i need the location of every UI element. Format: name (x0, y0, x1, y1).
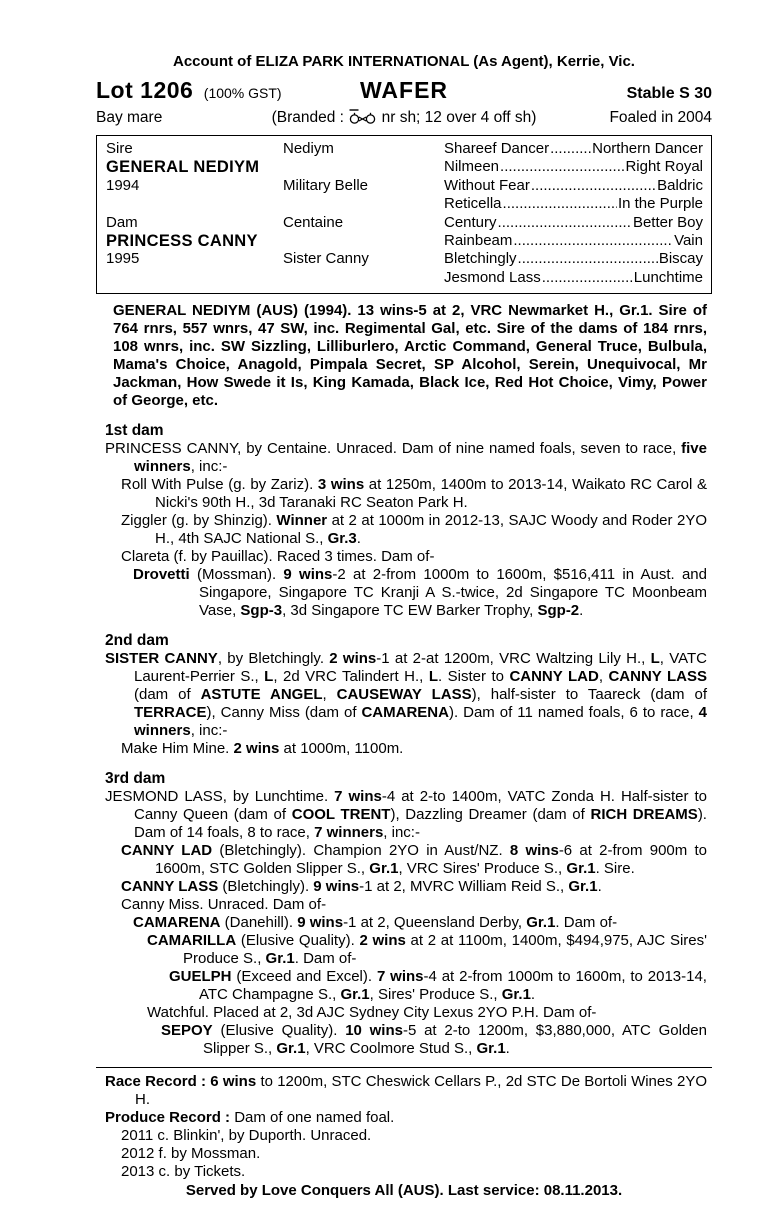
foaled-year: Foaled in 2004 (609, 109, 713, 126)
title-row (96, 77, 712, 104)
info-row (96, 108, 712, 128)
ancestor-row (444, 250, 703, 268)
lot-number: Lot 1206 (96, 77, 194, 103)
pedigree-paragraph: Canny Miss. Unraced. Dam of- (121, 896, 327, 914)
dot-leader (498, 214, 632, 232)
dam-section (105, 631, 707, 758)
ancestor-sire: Nilmeen (444, 158, 500, 176)
colour-sex: Bay mare (96, 109, 163, 126)
horse-name: WAFER (359, 77, 449, 103)
ancestor-dam: In the Purple (617, 195, 703, 213)
account-line: Account of ELIZA PARK INTERNATIONAL (As Agent), Kerrie, Vic. (173, 53, 635, 70)
pedigree-paragraph: 2013 c. by Tickets. (121, 1163, 246, 1181)
served-line: Served by Love Conquers All (AUS). Last service: 08.11.2013. (185, 1182, 623, 1200)
ancestor-dam: Vain (674, 231, 703, 249)
dam-name: PRINCESS CANNY (106, 231, 258, 250)
pedigree-paragraph: GUELPH (Exceed and Excel). 7 wins-4 at 2-from 1000m to 1600m, to 2013-14, ATC Champagne S., Gr.1, Sires' Produce S., Gr.1. (169, 968, 707, 1004)
stable-number: Stable S 30 (626, 85, 712, 102)
pedigree-paragraph: SISTER CANNY, by Bletchingly. 2 wins-1 at 2-at 1200m, VRC Waltzing Lily H., L, VATC Laurent-Perrier S., L, 2d VRC Talindert H., L. Sister to CANNY LAD, CANNY LASS (dam of ASTUTE ANGEL, CAUSEWAY LASS), half-sister to Taareck (dam of TERRACE), Canny Miss (dam of CAMARENA). Dam of 11 named foals, 6 to race, 4 winners, inc:- (105, 650, 707, 740)
pedigree-paragraph: CANNY LASS (Bletchingly). 9 wins-1 at 2, MVRC William Reid S., Gr.1. (121, 878, 602, 896)
pedigree-paragraph: Roll With Pulse (g. by Zariz). 3 wins at 1250m, 1400m to 2013-14, Waikato RC Carol & Nicki's 90th H., 3d Taranaki RC Seaton Park H. (121, 476, 707, 512)
ancestor-dam: Northern Dancer (592, 140, 703, 157)
pedigree-paragraph: SEPOY (Elusive Quality). 10 wins-5 at 2-to 1200m, $3,880,000, ATC Golden Slipper S., Gr.1, VRC Coolmore Stud S., Gr.1. (161, 1022, 707, 1058)
ancestor-dam: Baldric (657, 176, 703, 194)
section-heading: 3rd dam (105, 770, 166, 788)
ancestor-dam: Right Royal (625, 158, 703, 176)
dot-leader (531, 177, 656, 195)
dot-leader (513, 232, 673, 250)
pedigree-paragraph: Make Him Mine. 2 wins at 1000m, 1100m. (121, 740, 404, 758)
sire-summary: GENERAL NEDIYM (AUS) (1994). 13 wins-5 at 2, VRC Newmarket H., Gr.1. Sire of 764 rnrs, 557 wnrs, 47 SW, inc. Regimental Gal, etc. Sire of the dams of 184 rnrs, 108 wnrs, inc. SW Sizzling, Lilliburlero, Arctic Command, General Truce, Bulbula, Mama's Choice, Anagold, Pimpala Secret, SP Alcohol, Serein, Unequivocal, Mr Jackman, How Swede it Is, King Kamada, Black Ice, Red Hot Choice, Vimy, Power of George, etc. (113, 302, 707, 410)
ancestor-row (444, 158, 703, 176)
pedigree-paragraph: PRINCESS CANNY, by Centaine. Unraced. Dam of nine named foals, seven to race, five winners, inc:- (105, 440, 707, 476)
dot-leader (518, 250, 658, 268)
pedigree-greatgrandparents-column (444, 140, 703, 287)
catalog-page (96, 0, 712, 1200)
ancestor-row (444, 177, 703, 195)
pedigree-parents-column (106, 140, 283, 287)
ancestor-sire: Reticella (444, 195, 502, 213)
dot-leader (500, 158, 624, 176)
ancestor-dam: Lunchtime (633, 268, 703, 286)
ancestor-sire: Shareef Dancer (444, 140, 550, 157)
dam-section (105, 421, 707, 620)
ancestor-row (444, 140, 703, 158)
brand-mark-icon (348, 109, 377, 126)
ancestor-sire: Jesmond Lass (444, 268, 541, 286)
dam-sections (105, 421, 707, 1058)
ancestor-row (444, 232, 703, 250)
sire-label: Sire (106, 140, 133, 157)
ancestor-dam: Better Boy (632, 213, 703, 231)
ancestor-sire: Bletchingly (444, 250, 517, 268)
ancestor-sire: Without Fear (444, 176, 530, 194)
dot-leader (550, 140, 591, 158)
grandparent-name: Sister Canny (283, 250, 369, 268)
grandparent-name: Military Belle (283, 176, 369, 194)
pedigree-paragraph: CANNY LAD (Bletchingly). Champion 2YO in Aust/NZ. 8 wins-6 at 2-from 900m to 1600m, STC Golden Slipper S., Gr.1, VRC Sires' Produce S., Gr.1. Sire. (121, 842, 708, 878)
brand-suffix: nr sh; 12 over 4 off sh) (377, 109, 537, 126)
sire-year: 1994 (106, 176, 140, 194)
dam-label: Dam (106, 213, 138, 231)
section-heading: 1st dam (105, 422, 164, 440)
ancestor-row (444, 269, 703, 287)
brand-prefix: (Branded : (271, 109, 349, 126)
pedigree-paragraph: Clareta (f. by Pauillac). Raced 3 times. Dam of- (121, 548, 435, 566)
pedigree-paragraph: JESMOND LASS, by Lunchtime. 7 wins-4 at 2-to 1400m, VATC Zonda H. Half-sister to Canny Queen (dam of COOL TRENT), Dazzling Dreamer (dam of RICH DREAMS). Dam of 14 foals, 8 to race, 7 winners, inc:- (105, 788, 707, 842)
pedigree-paragraph: Watchful. Placed at 2, 3d AJC Sydney City Lexus 2YO P.H. Dam of- (147, 1004, 597, 1022)
records-block (105, 1073, 707, 1181)
pedigree-paragraph: 2012 f. by Mossman. (121, 1145, 261, 1163)
pedigree-box (96, 135, 712, 294)
ancestor-sire: Rainbeam (444, 231, 513, 249)
gst-note: (100% GST) (203, 85, 282, 101)
pedigree-paragraph: Drovetti (Mossman). 9 wins-2 at 2-from 1000m to 1600m, $516,411 in Aust. and Singapore, Singapore TC Kranji A S.-twice, 2d Singapore TC Moonbeam Vase, Sgp-3, 3d Singapore TC EW Barker Trophy, Sgp-2. (133, 566, 707, 620)
pedigree-paragraph: Produce Record : Dam of one named foal. (105, 1109, 395, 1127)
pedigree-paragraph: CAMARILLA (Elusive Quality). 2 wins at 2 at 1100m, 1400m, $494,975, AJC Sires' Produce S., Gr.1. Dam of- (147, 932, 708, 968)
dam-year: 1995 (106, 250, 140, 268)
grandparent-name: Nediym (283, 140, 334, 157)
pedigree-paragraph: CAMARENA (Danehill). 9 wins-1 at 2, Queensland Derby, Gr.1. Dam of- (133, 914, 618, 932)
pedigree-paragraph: Ziggler (g. by Shinzig). Winner at 2 at 1000m in 2012-13, SAJC Woody and Roder 2YO H., 4th SAJC National S., Gr.3. (121, 512, 707, 548)
pedigree-paragraph: 2011 c. Blinkin', by Duporth. Unraced. (121, 1127, 372, 1145)
lot-block (96, 77, 360, 104)
section-heading: 2nd dam (105, 632, 169, 650)
grandparent-name: Centaine (283, 213, 344, 231)
ancestor-row (444, 214, 703, 232)
pedigree-paragraph: Race Record : 6 wins to 1200m, STC Cheswick Cellars P., 2d STC De Bortoli Wines 2YO H. (105, 1073, 707, 1109)
ancestor-dam: Biscay (658, 250, 703, 268)
sire-name: GENERAL NEDIYM (106, 158, 260, 177)
dot-leader (542, 269, 633, 287)
ancestor-sire: Century (444, 213, 497, 231)
dot-leader (503, 195, 617, 213)
dam-section (105, 769, 707, 1058)
record-divider (96, 1067, 712, 1068)
ancestor-row (444, 195, 703, 213)
brand-line (272, 108, 537, 128)
pedigree-grandparents-column (283, 140, 444, 287)
